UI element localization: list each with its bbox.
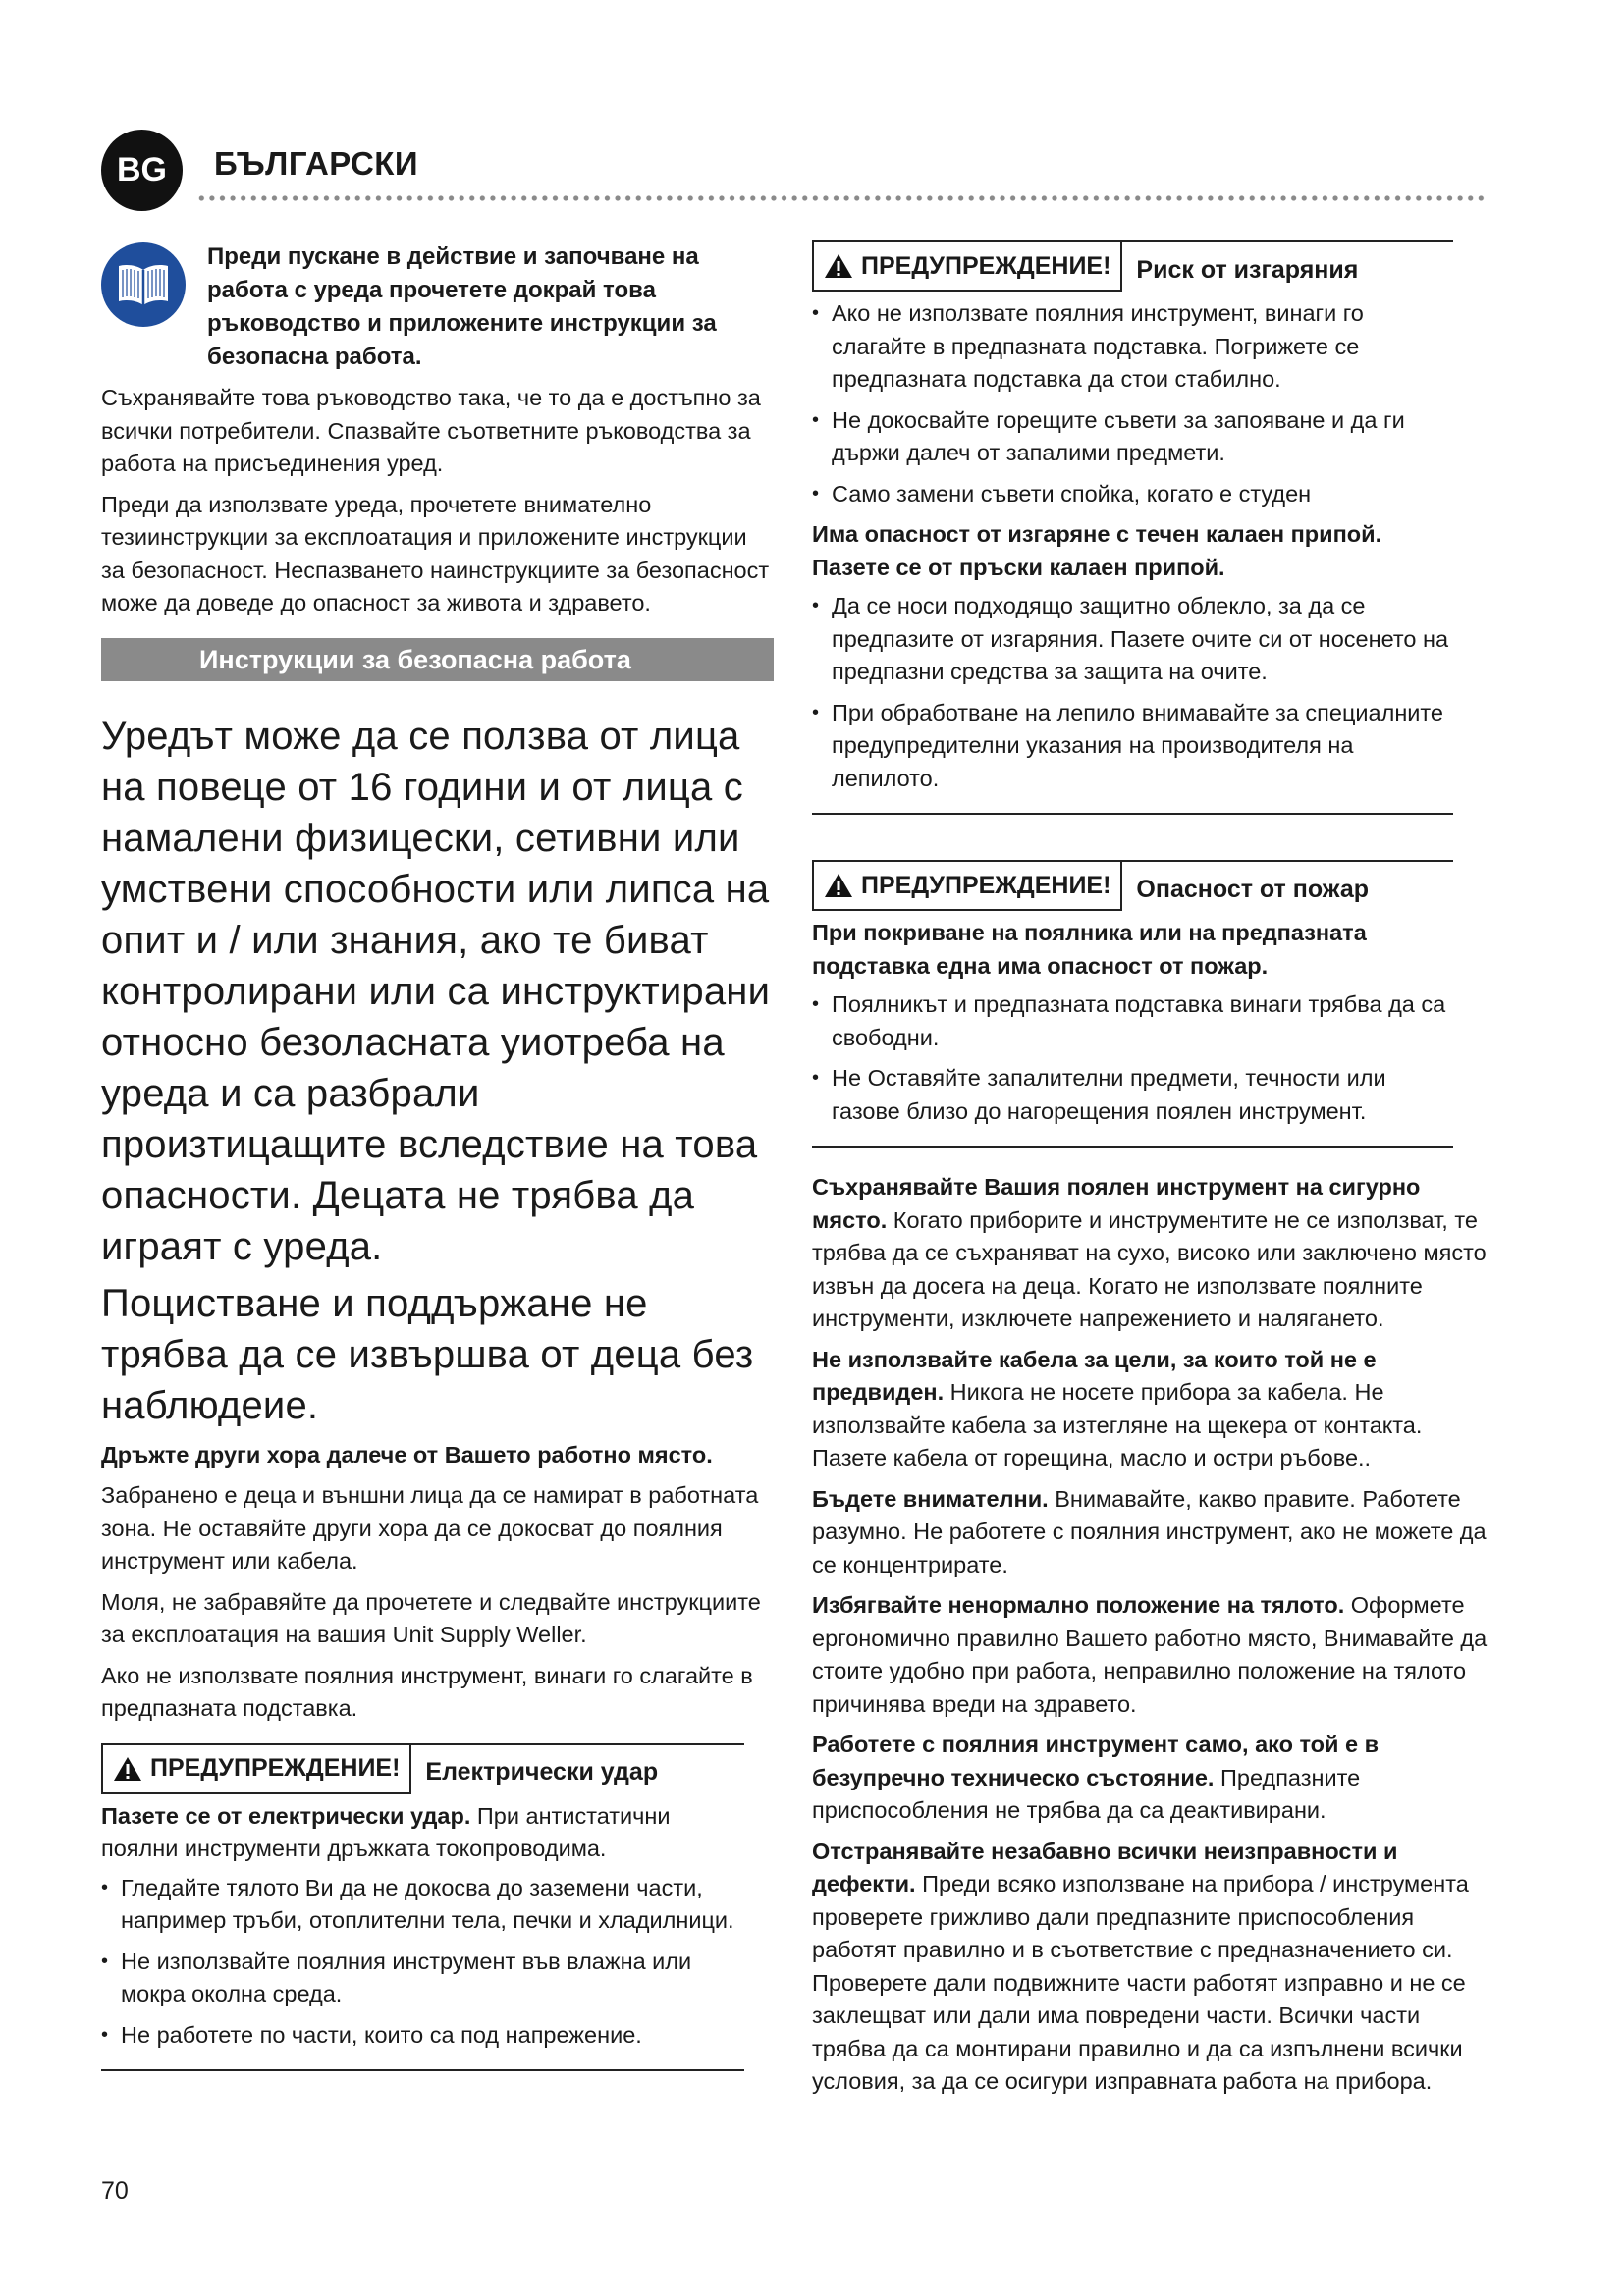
list-item: • Не Оставяйте запалителни предмети, течности или газове близо до нагорещения поялен инструмент. xyxy=(812,1062,1453,1128)
list-item: • Да се носи подходящо защитно облекло, за да се предпазите от изгаряния. Пазете очите си от носенето на предпазни средства за защита на очите. xyxy=(812,590,1453,689)
warning-triangle-icon xyxy=(824,873,853,898)
read-instructions-text: Моля, не забравяйте да прочетете и следвайте инструкциите за експлоатация на вашия Unit Supply Weller. xyxy=(101,1588,761,1647)
paragraph-bold: Бъдете внимателни. xyxy=(812,1485,1049,1512)
paragraph-keep-manual: Съхранявайте това ръководство така, че то да е достъпно за всички потребители. Спазвайте съответните ръководства за работа на присъединения уред. xyxy=(101,385,761,476)
keep-away-text: Забранено е деца и външни лица да се намират в работната зона. Не оставяйте други хора да се докосват до поялния инструмент или кабела. xyxy=(101,1482,759,1574)
list-item: • Поялникът и предпазната подставка винаги трябва да са свободни. xyxy=(812,988,1453,1054)
page-number: 70 xyxy=(101,2177,129,2205)
list-item: • Гледайте тялото Ви да не докосва до заземени части, например тръби, отоплителни тела, печки и хладилници. xyxy=(101,1872,744,1938)
warning-tag-label: ПРЕДУПРЕЖДЕНИЕ! xyxy=(150,1754,401,1782)
paragraph-read-instructions: Преди да използвате уреда, прочетете внимателно тезиинструкции за експлоатация и приложените инструкции за безопасност. Неспазването наинструкциите за безопасност може да доведе до опасност за живота и здравето. xyxy=(101,491,770,615)
warning-triangle-icon xyxy=(113,1756,142,1782)
paragraph-posture xyxy=(812,1589,1489,1721)
warning-bold-text: Има опасност от изгаряне с течен калаен припой. Пазете се от пръски калаен припой. xyxy=(812,521,1382,580)
dotted-divider xyxy=(196,194,1485,202)
warning-header xyxy=(101,1743,744,1794)
left-column xyxy=(101,240,774,2071)
warning-tag-label: ПРЕДУПРЕЖДЕНИЕ! xyxy=(861,871,1111,899)
stand-text: Ако не използвате поялния инструмент, винаги го слагайте в предпазната подставка. xyxy=(101,1662,753,1721)
warning-tag xyxy=(812,860,1122,911)
big-notice-text: Уредът може да се ползва от лица на повеце от 16 години и от лица с намалени физицески, сетивни или умствени способности или липса на опит и / или знания, ако те биват контролирани или са инструктирани относно безоласната уиотреба на уреда и са разбрали произтицащите вследствие на това опасности. Децата не трябва да играят с уреда. xyxy=(101,714,771,1268)
warning-subtitle: Риск от изгаряния xyxy=(1136,255,1359,284)
warning-subtitle: Електрически удар xyxy=(425,1758,659,1786)
list-item: • Не работете по части, които са под напрежение. xyxy=(101,2019,744,2053)
warning-burn xyxy=(812,240,1453,815)
warning-bullets xyxy=(812,297,1453,510)
right-column xyxy=(812,240,1489,2099)
warning-fire xyxy=(812,860,1453,1148)
paragraph-defects xyxy=(812,1836,1489,2099)
list-item: • Не докосвайте горещите съвети за запояване и да ги държи далеч от запалими предмети. xyxy=(812,404,1453,470)
warning-electric xyxy=(101,1743,744,2072)
paragraph-attentive xyxy=(812,1483,1489,1582)
warning-subtitle: Опасност от пожар xyxy=(1136,875,1369,903)
language-title: БЪЛГАРСКИ xyxy=(214,145,419,182)
paragraph-text: Предпазните приспособления не трябва да са деактивирани. xyxy=(812,1764,1361,1823)
keep-away-title: Дръжте други хора далече от Вашето работно място. xyxy=(101,1441,713,1468)
paragraph-condition xyxy=(812,1729,1489,1828)
list-item: • При обработване на лепило внимавайте за специалните предупредителни указания на производителя на лепилото. xyxy=(812,697,1453,796)
paragraph-cable xyxy=(812,1344,1489,1475)
warning-bullets xyxy=(812,988,1453,1128)
paragraph-text: Оформете ергономично правилно Вашето работно място, Внимавайте да стоите удобно при работа, неправилно положение на тялото причинява вреди на здравето. xyxy=(812,1592,1488,1717)
section-title-bar: Инструкции за безопасна работа xyxy=(101,638,774,681)
warning-bullets xyxy=(812,590,1453,795)
warning-bullets xyxy=(101,1872,744,2053)
warning-triangle-icon xyxy=(824,253,853,279)
intro-bold-text: Преди пускане в действие и започване на работа с уреда прочетете докрай това ръководство и приложените инструкции за безопасна работа. xyxy=(207,243,717,370)
warning-lead xyxy=(101,1800,744,1866)
list-item: • Само замени съвети спойка, когато е студен xyxy=(812,478,1453,511)
paragraph-storage xyxy=(812,1171,1489,1336)
paragraph-bold: Отстранявайте незабавно всички неизправности и дефекти. xyxy=(812,1838,1398,1896)
paragraph-text: Внимавайте, какво правите. Работете разумно. Не работете с поялния инструмент, ако не можете да се концентрирате. xyxy=(812,1485,1487,1577)
paragraph-text: Преди всяко използване на прибора / инструмента проверете грижливо дали предпазните приспособления работят правилно и в съответствие с предназначението си. Проверете дали подвижните части работят изправно и не се заклещват или дали има повредени части. Всички части трябва да са монтирани правилно и да са изпълнени всички условия, за да се осигури изправната работа на прибора. xyxy=(812,1871,1469,2094)
book-icon xyxy=(101,242,186,327)
paragraph-text: Когато приборите и инструментите не се използват, те трябва да се съхраняват на сухо, високо или заключено място извън да досега на деца. Когато не използвате поялните инструменти, изключете напрежението и налягането. xyxy=(812,1206,1487,1331)
warning-tag xyxy=(101,1745,411,1794)
warning-body xyxy=(812,297,1453,815)
warning-bold-text: При покриване на поялника или на предпазната подставка една има опасност от пожар. xyxy=(812,920,1367,979)
warning-lead-text: При антистатични поялни инструменти дръжката токопроводима. xyxy=(101,1802,671,1861)
warning-lead-bold: Пазете се от електрически удар. xyxy=(101,1802,471,1829)
paragraph-text: Никога не носете прибора за кабела. Не използвайте кабела за изтегляне на щекера от контакта. Пазете кабела от горещина, масло и остри ръбове.. xyxy=(812,1379,1423,1470)
list-item: • Не използвайте поялния инструмент във влажна или мокра околна среда. xyxy=(101,1946,744,2011)
paragraph-bold: Избягвайте ненормално положение на тялото. xyxy=(812,1592,1345,1618)
warning-tag-label: ПРЕДУПРЕЖДЕНИЕ! xyxy=(861,251,1111,280)
language-badge: BG xyxy=(101,130,183,211)
warning-body xyxy=(812,917,1453,1148)
list-item: • Ако не използвате поялния инструмент, винаги го слагайте в предпазната подставка. Погрижете се предпазната подставка да стои стабилно. xyxy=(812,297,1453,397)
paragraph-bold: Работете с поялния инструмент само, ако той е в безупречно техническо състояние. xyxy=(812,1732,1380,1790)
big-notice-text-2: Поцистване и поддържане не трябва да се извършва от деца без наблюдеие. xyxy=(101,1281,754,1427)
paragraph-bold: Не използвайте кабела за цели, за които той не е предвиден. xyxy=(812,1346,1377,1405)
paragraph-bold: Съхранявайте Вашия поялен инструмент на сигурно място. xyxy=(812,1174,1421,1233)
safety-paragraphs xyxy=(812,1171,1489,2099)
intro-block xyxy=(101,240,774,374)
warning-body xyxy=(101,1800,744,2072)
warning-header xyxy=(812,860,1453,911)
warning-tag xyxy=(812,240,1122,292)
warning-header xyxy=(812,240,1453,292)
